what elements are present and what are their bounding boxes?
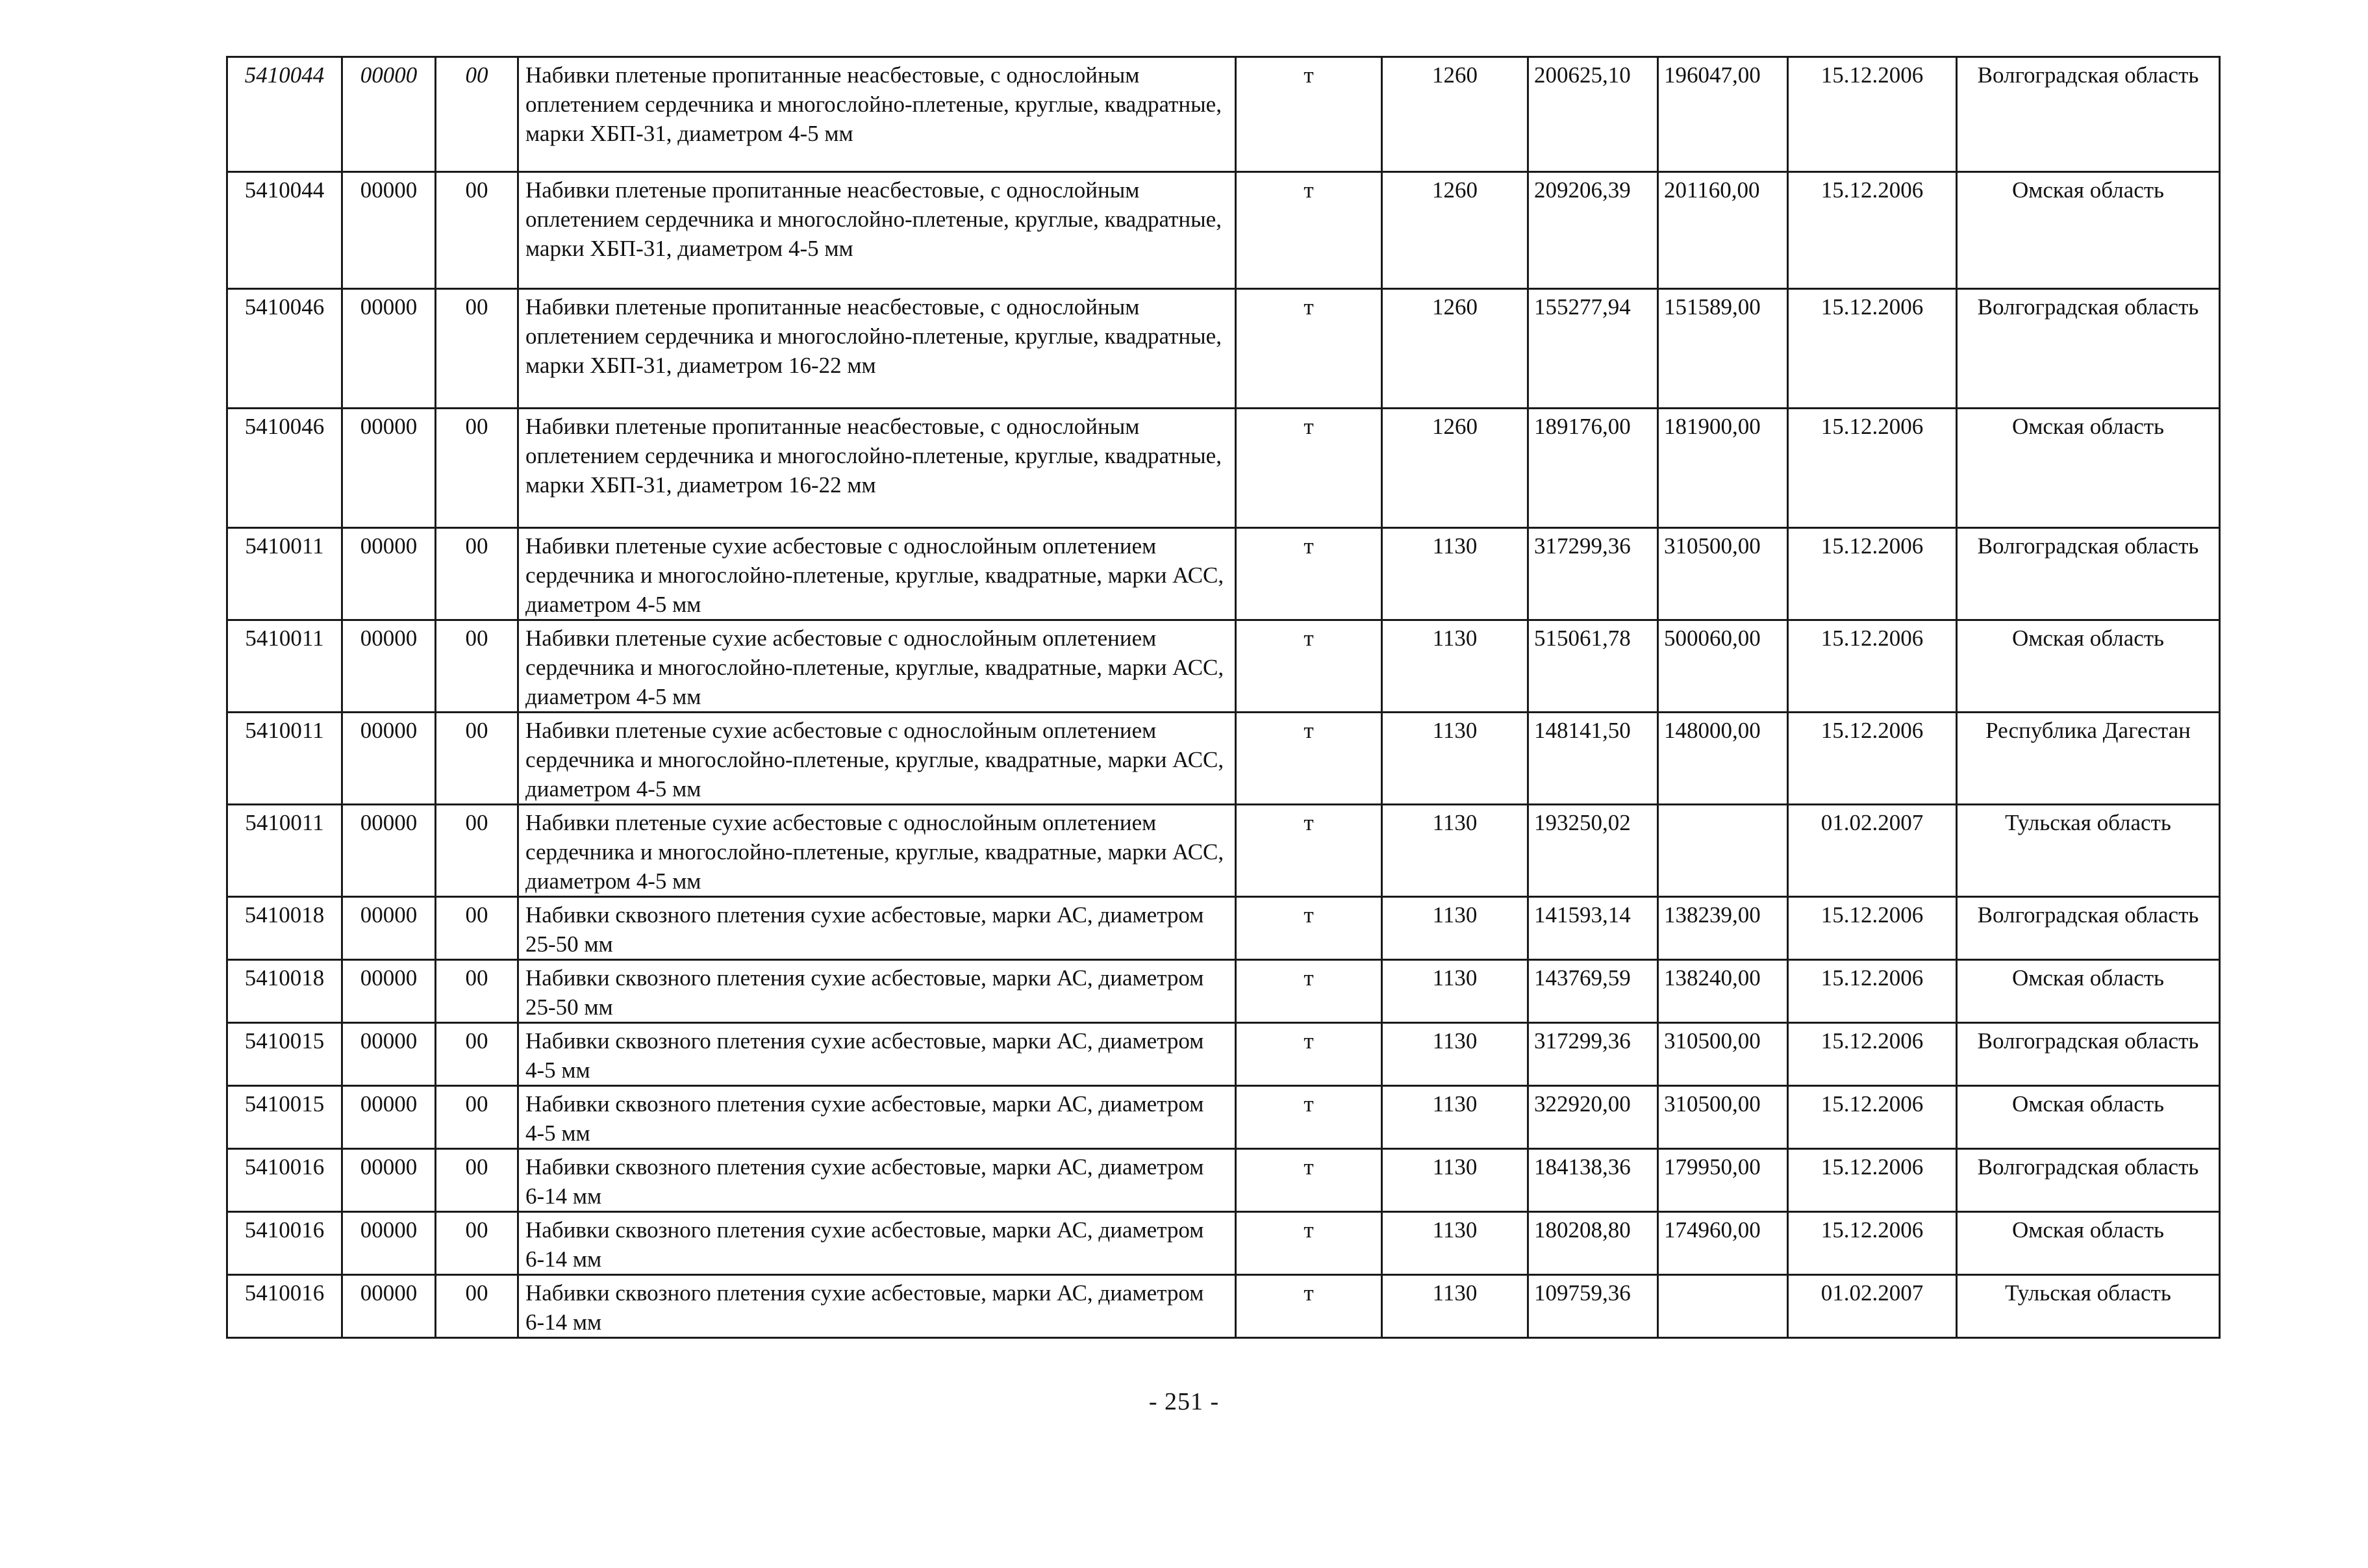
region-cell: Омская область — [1957, 409, 2220, 528]
unit-cell: т — [1236, 57, 1382, 172]
unit-code-cell: 1130 — [1382, 805, 1528, 897]
unit-code-cell: 1260 — [1382, 57, 1528, 172]
class-cell: 00 — [436, 805, 518, 897]
date-cell: 15.12.2006 — [1788, 620, 1957, 713]
product-name-cell: Набивки сквозного плетения сухие асбестовые, марки АС, диаметром 4-5 мм — [518, 1023, 1236, 1086]
price-cell: 155277,94 — [1528, 289, 1658, 409]
price-alt-cell: 138240,00 — [1658, 960, 1788, 1023]
subcode-cell: 00000 — [342, 289, 436, 409]
table-row — [227, 897, 2220, 960]
unit-code-cell: 1130 — [1382, 528, 1528, 620]
price-alt-cell: 500060,00 — [1658, 620, 1788, 713]
table-row — [227, 409, 2220, 528]
product-name-cell: Набивки плетеные сухие асбестовые с однослойным оплетением сердечника и многослойно-плетеные, круглые, квадратные, марки АСС, диаметром 4-5 мм — [518, 528, 1236, 620]
region-cell: Волгоградская область — [1957, 289, 2220, 409]
date-cell: 15.12.2006 — [1788, 289, 1957, 409]
class-cell: 00 — [436, 528, 518, 620]
product-name-cell: Набивки плетеные сухие асбестовые с однослойным оплетением сердечника и многослойно-плетеные, круглые, квадратные, марки АСС, диаметром 4-5 мм — [518, 713, 1236, 805]
table-row — [227, 960, 2220, 1023]
table-row — [227, 1086, 2220, 1149]
unit-cell: т — [1236, 1212, 1382, 1275]
price-cell: 322920,00 — [1528, 1086, 1658, 1149]
class-cell: 00 — [436, 172, 518, 289]
region-cell: Волгоградская область — [1957, 1023, 2220, 1086]
price-cell: 209206,39 — [1528, 172, 1658, 289]
price-table — [226, 56, 2221, 1339]
table-row — [227, 528, 2220, 620]
class-cell: 00 — [436, 960, 518, 1023]
region-cell: Омская область — [1957, 620, 2220, 713]
unit-code-cell: 1260 — [1382, 409, 1528, 528]
unit-code-cell: 1130 — [1382, 1149, 1528, 1212]
code-cell: 5410015 — [227, 1086, 342, 1149]
code-cell: 5410016 — [227, 1149, 342, 1212]
unit-cell: т — [1236, 1023, 1382, 1086]
unit-cell: т — [1236, 409, 1382, 528]
table-row — [227, 713, 2220, 805]
subcode-cell: 00000 — [342, 1275, 436, 1338]
table-row — [227, 1023, 2220, 1086]
table-row — [227, 1275, 2220, 1338]
page-number: - 251 - — [1148, 1388, 1220, 1415]
price-alt-cell: 196047,00 — [1658, 57, 1788, 172]
price-alt-cell: 310500,00 — [1658, 1023, 1788, 1086]
price-alt-cell: 174960,00 — [1658, 1212, 1788, 1275]
unit-code-cell: 1130 — [1382, 1275, 1528, 1338]
class-cell: 00 — [436, 713, 518, 805]
subcode-cell: 00000 — [342, 1212, 436, 1275]
price-alt-cell: 138239,00 — [1658, 897, 1788, 960]
region-cell: Омская область — [1957, 1212, 2220, 1275]
price-cell: 148141,50 — [1528, 713, 1658, 805]
date-cell: 15.12.2006 — [1788, 897, 1957, 960]
code-cell: 5410016 — [227, 1275, 342, 1338]
region-cell: Волгоградская область — [1957, 897, 2220, 960]
date-cell: 15.12.2006 — [1788, 409, 1957, 528]
product-name-cell: Набивки сквозного плетения сухие асбестовые, марки АС, диаметром 6-14 мм — [518, 1149, 1236, 1212]
date-cell: 01.02.2007 — [1788, 1275, 1957, 1338]
region-cell: Волгоградская область — [1957, 528, 2220, 620]
price-alt-cell: 151589,00 — [1658, 289, 1788, 409]
code-cell: 5410046 — [227, 409, 342, 528]
table-body — [227, 57, 2220, 1338]
subcode-cell: 00000 — [342, 57, 436, 172]
date-cell: 01.02.2007 — [1788, 805, 1957, 897]
price-alt-cell — [1658, 1275, 1788, 1338]
table-row — [227, 1212, 2220, 1275]
product-name-cell: Набивки плетеные пропитанные неасбестовые, с однослойным оплетением сердечника и многослойно-плетеные, круглые, квадратные, марки ХБП-31, диаметром 16-22 мм — [518, 409, 1236, 528]
unit-cell: т — [1236, 1086, 1382, 1149]
price-cell: 200625,10 — [1528, 57, 1658, 172]
code-cell: 5410044 — [227, 172, 342, 289]
price-alt-cell: 310500,00 — [1658, 1086, 1788, 1149]
region-cell: Волгоградская область — [1957, 57, 2220, 172]
table-row — [227, 1149, 2220, 1212]
price-cell: 515061,78 — [1528, 620, 1658, 713]
subcode-cell: 00000 — [342, 1023, 436, 1086]
code-cell: 5410011 — [227, 713, 342, 805]
unit-code-cell: 1130 — [1382, 620, 1528, 713]
region-cell: Омская область — [1957, 960, 2220, 1023]
product-name-cell: Набивки плетеные пропитанные неасбестовые, с однослойным оплетением сердечника и многослойно-плетеные, круглые, квадратные, марки ХБП-31, диаметром 4-5 мм — [518, 57, 1236, 172]
price-cell: 317299,36 — [1528, 1023, 1658, 1086]
product-name-cell: Набивки плетеные сухие асбестовые с однослойным оплетением сердечника и многослойно-плетеные, круглые, квадратные, марки АСС, диаметром 4-5 мм — [518, 620, 1236, 713]
region-cell: Республика Дагестан — [1957, 713, 2220, 805]
class-cell: 00 — [436, 289, 518, 409]
subcode-cell: 00000 — [342, 528, 436, 620]
class-cell: 00 — [436, 1149, 518, 1212]
unit-cell: т — [1236, 172, 1382, 289]
price-cell: 193250,02 — [1528, 805, 1658, 897]
code-cell: 5410046 — [227, 289, 342, 409]
table-row — [227, 172, 2220, 289]
unit-cell: т — [1236, 528, 1382, 620]
price-alt-cell: 310500,00 — [1658, 528, 1788, 620]
subcode-cell: 00000 — [342, 897, 436, 960]
unit-code-cell: 1260 — [1382, 172, 1528, 289]
table-row — [227, 620, 2220, 713]
subcode-cell: 00000 — [342, 1086, 436, 1149]
class-cell: 00 — [436, 620, 518, 713]
product-name-cell: Набивки плетеные сухие асбестовые с однослойным оплетением сердечника и многослойно-плетеные, круглые, квадратные, марки АСС, диаметром 4-5 мм — [518, 805, 1236, 897]
code-cell: 5410011 — [227, 805, 342, 897]
unit-code-cell: 1130 — [1382, 1023, 1528, 1086]
unit-code-cell: 1130 — [1382, 1212, 1528, 1275]
class-cell: 00 — [436, 57, 518, 172]
price-cell: 317299,36 — [1528, 528, 1658, 620]
date-cell: 15.12.2006 — [1788, 1149, 1957, 1212]
subcode-cell: 00000 — [342, 805, 436, 897]
table-row — [227, 289, 2220, 409]
date-cell: 15.12.2006 — [1788, 1023, 1957, 1086]
product-name-cell: Набивки сквозного плетения сухие асбестовые, марки АС, диаметром 6-14 мм — [518, 1275, 1236, 1338]
class-cell: 00 — [436, 1275, 518, 1338]
unit-cell: т — [1236, 713, 1382, 805]
unit-code-cell: 1260 — [1382, 289, 1528, 409]
code-cell: 5410011 — [227, 620, 342, 713]
class-cell: 00 — [436, 1212, 518, 1275]
region-cell: Омская область — [1957, 1086, 2220, 1149]
subcode-cell: 00000 — [342, 960, 436, 1023]
unit-cell: т — [1236, 960, 1382, 1023]
region-cell: Тульская область — [1957, 1275, 2220, 1338]
unit-cell: т — [1236, 805, 1382, 897]
product-name-cell: Набивки сквозного плетения сухие асбестовые, марки АС, диаметром 25-50 мм — [518, 897, 1236, 960]
date-cell: 15.12.2006 — [1788, 960, 1957, 1023]
subcode-cell: 00000 — [342, 713, 436, 805]
unit-cell: т — [1236, 289, 1382, 409]
price-alt-cell: 201160,00 — [1658, 172, 1788, 289]
date-cell: 15.12.2006 — [1788, 713, 1957, 805]
table-row — [227, 57, 2220, 172]
product-name-cell: Набивки плетеные пропитанные неасбестовые, с однослойным оплетением сердечника и многослойно-плетеные, круглые, квадратные, марки ХБП-31, диаметром 16-22 мм — [518, 289, 1236, 409]
class-cell: 00 — [436, 897, 518, 960]
unit-cell: т — [1236, 620, 1382, 713]
date-cell: 15.12.2006 — [1788, 1086, 1957, 1149]
price-cell: 184138,36 — [1528, 1149, 1658, 1212]
unit-cell: т — [1236, 1149, 1382, 1212]
unit-code-cell: 1130 — [1382, 1086, 1528, 1149]
code-cell: 5410016 — [227, 1212, 342, 1275]
price-alt-cell: 181900,00 — [1658, 409, 1788, 528]
unit-cell: т — [1236, 897, 1382, 960]
product-name-cell: Набивки сквозного плетения сухие асбестовые, марки АС, диаметром 4-5 мм — [518, 1086, 1236, 1149]
price-cell: 109759,36 — [1528, 1275, 1658, 1338]
subcode-cell: 00000 — [342, 409, 436, 528]
subcode-cell: 00000 — [342, 1149, 436, 1212]
product-name-cell: Набивки сквозного плетения сухие асбестовые, марки АС, диаметром 6-14 мм — [518, 1212, 1236, 1275]
class-cell: 00 — [436, 1023, 518, 1086]
unit-cell: т — [1236, 1275, 1382, 1338]
table-row — [227, 805, 2220, 897]
date-cell: 15.12.2006 — [1788, 57, 1957, 172]
unit-code-cell: 1130 — [1382, 960, 1528, 1023]
class-cell: 00 — [436, 1086, 518, 1149]
code-cell: 5410018 — [227, 960, 342, 1023]
price-cell: 141593,14 — [1528, 897, 1658, 960]
unit-code-cell: 1130 — [1382, 713, 1528, 805]
unit-code-cell: 1130 — [1382, 897, 1528, 960]
price-alt-cell: 179950,00 — [1658, 1149, 1788, 1212]
code-cell: 5410011 — [227, 528, 342, 620]
code-cell: 5410015 — [227, 1023, 342, 1086]
date-cell: 15.12.2006 — [1788, 528, 1957, 620]
region-cell: Омская область — [1957, 172, 2220, 289]
price-cell: 180208,80 — [1528, 1212, 1658, 1275]
product-name-cell: Набивки сквозного плетения сухие асбестовые, марки АС, диаметром 25-50 мм — [518, 960, 1236, 1023]
date-cell: 15.12.2006 — [1788, 1212, 1957, 1275]
product-name-cell: Набивки плетеные пропитанные неасбестовые, с однослойным оплетением сердечника и многослойно-плетеные, круглые, квадратные, марки ХБП-31, диаметром 4-5 мм — [518, 172, 1236, 289]
date-cell: 15.12.2006 — [1788, 172, 1957, 289]
code-cell: 5410044 — [227, 57, 342, 172]
code-cell: 5410018 — [227, 897, 342, 960]
price-alt-cell: 148000,00 — [1658, 713, 1788, 805]
subcode-cell: 00000 — [342, 172, 436, 289]
subcode-cell: 00000 — [342, 620, 436, 713]
price-alt-cell — [1658, 805, 1788, 897]
class-cell: 00 — [436, 409, 518, 528]
price-cell: 143769,59 — [1528, 960, 1658, 1023]
region-cell: Тульская область — [1957, 805, 2220, 897]
region-cell: Волгоградская область — [1957, 1149, 2220, 1212]
price-cell: 189176,00 — [1528, 409, 1658, 528]
